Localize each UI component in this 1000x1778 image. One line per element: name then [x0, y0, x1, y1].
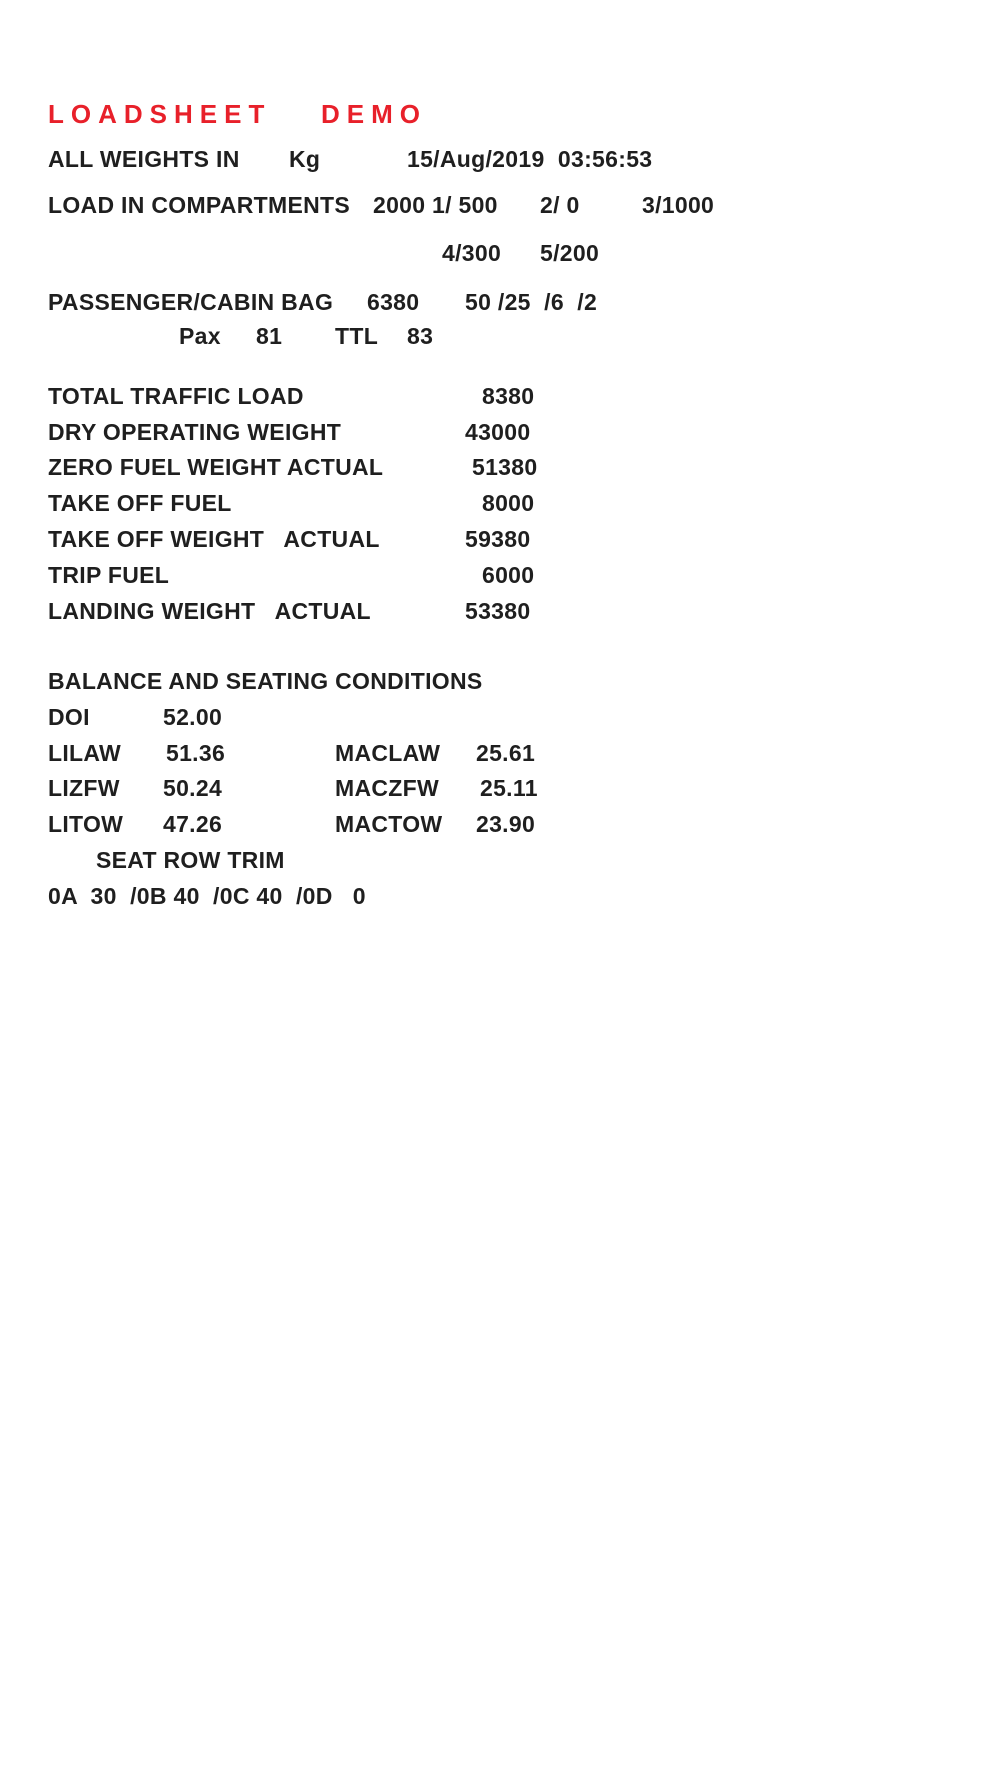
- doi-label: DOI: [48, 704, 90, 730]
- weight-value: 8380: [482, 383, 535, 409]
- doi-value: 52.00: [163, 704, 223, 730]
- li-value: 50.24: [163, 775, 223, 801]
- weight-value: 59380: [465, 526, 531, 552]
- weight-label: TAKE OFF WEIGHT ACTUAL: [48, 526, 380, 552]
- pax-label: Pax: [179, 323, 221, 349]
- ttl-label: TTL: [335, 323, 379, 349]
- compartment-1: 1/ 500: [432, 192, 498, 218]
- title-loadsheet: LOADSHEET: [48, 99, 272, 129]
- weight-value: 51380: [472, 454, 538, 480]
- weight-label: LANDING WEIGHT ACTUAL: [48, 598, 371, 624]
- mac-value: 25.61: [476, 740, 536, 766]
- mac-label: MACTOW: [335, 811, 443, 837]
- li-label: LILAW: [48, 740, 122, 766]
- weights-unit-label: ALL WEIGHTS IN: [48, 146, 240, 172]
- weight-label: TRIP FUEL: [48, 562, 170, 588]
- passenger-cabin-bag-weight: 6380: [367, 289, 420, 315]
- mac-label: MACZFW: [335, 775, 439, 801]
- passenger-breakdown: 50 /25 /6 /2: [465, 289, 598, 315]
- weight-label: ZERO FUEL WEIGHT ACTUAL: [48, 454, 384, 480]
- title-demo: DEMO: [321, 99, 427, 129]
- compartment-3: 3/1000: [642, 192, 715, 218]
- compartment-4: 4/300: [442, 240, 502, 266]
- ttl-value: 83: [407, 323, 434, 349]
- li-label: LITOW: [48, 811, 124, 837]
- li-label: LIZFW: [48, 775, 120, 801]
- weights-unit-value: Kg: [289, 146, 321, 172]
- li-value: 51.36: [166, 740, 226, 766]
- weight-label: TOTAL TRAFFIC LOAD: [48, 383, 304, 409]
- weight-value: 6000: [482, 562, 535, 588]
- seat-row-trim-label: SEAT ROW TRIM: [96, 847, 285, 873]
- weight-value: 43000: [465, 419, 531, 445]
- compartments-total: 2000: [373, 192, 426, 218]
- compartment-5: 5/200: [540, 240, 600, 266]
- mac-label: MACLAW: [335, 740, 441, 766]
- weight-label: TAKE OFF FUEL: [48, 490, 232, 516]
- weight-value: 53380: [465, 598, 531, 624]
- pax-value: 81: [256, 323, 283, 349]
- weight-value: 8000: [482, 490, 535, 516]
- balance-heading: BALANCE AND SEATING CONDITIONS: [48, 668, 483, 694]
- li-value: 47.26: [163, 811, 223, 837]
- passenger-cabin-bag-label: PASSENGER/CABIN BAG: [48, 289, 334, 315]
- datetime: 15/Aug/2019 03:56:53: [407, 146, 653, 172]
- compartment-2: 2/ 0: [540, 192, 580, 218]
- weight-label: DRY OPERATING WEIGHT: [48, 419, 342, 445]
- seat-row-trim-values: 0A 30 /0B 40 /0C 40 /0D 0: [48, 883, 366, 909]
- mac-value: 25.11: [480, 775, 538, 801]
- compartments-label: LOAD IN COMPARTMENTS: [48, 192, 351, 218]
- mac-value: 23.90: [476, 811, 536, 837]
